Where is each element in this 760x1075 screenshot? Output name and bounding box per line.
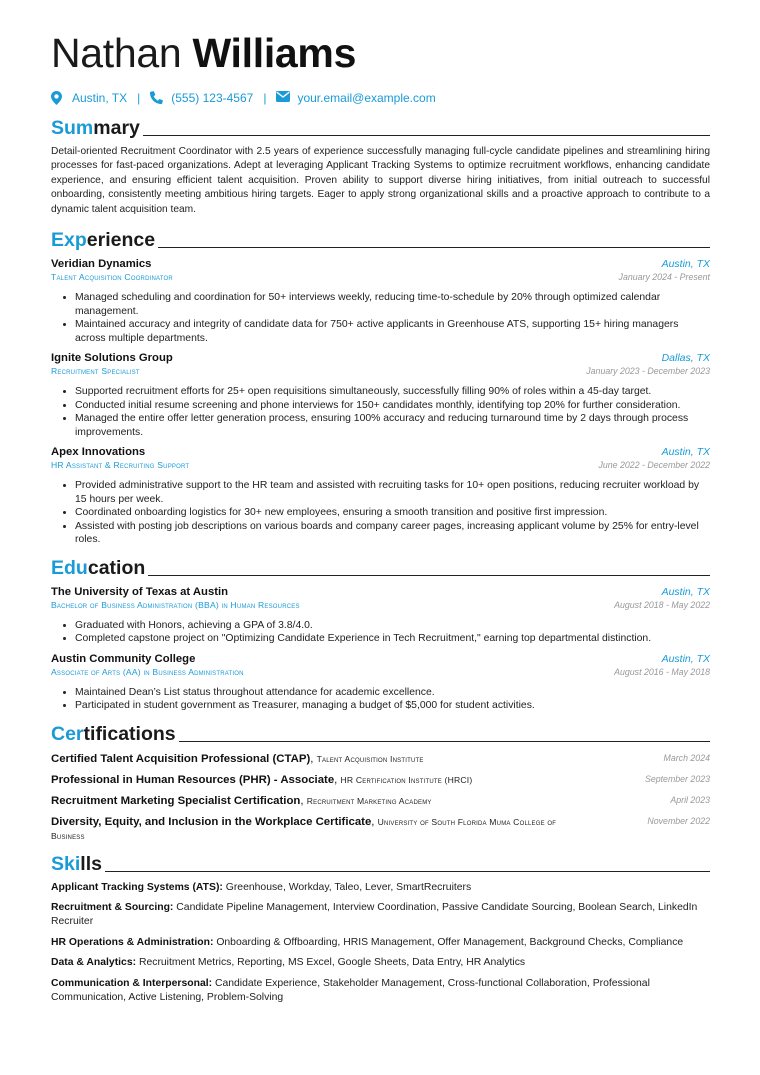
bullet-item: • Supported recruitment efforts for 25+ open requisitions simultaneously, successfully filling 90% of roles within a 45-day target. bbox=[75, 385, 710, 399]
experience-organization: Veridian Dynamics bbox=[51, 258, 152, 271]
phone-text[interactable]: (555) 123-4567 bbox=[171, 91, 254, 105]
map-pin-icon bbox=[51, 91, 65, 105]
skill-values: Candidate Experience, Stakeholder Management, Cross-functional Collaboration, Professional Communication, Active Listening, Problem-Solving bbox=[51, 977, 650, 1003]
experience-bullets bbox=[51, 385, 710, 439]
skill-row bbox=[51, 881, 710, 895]
contact-email[interactable] bbox=[276, 91, 435, 105]
summary-text: Detail-oriented Recruitment Coordinator with 2.5 years of experience successfully managing full-cycle candidate pipelines and streamlining hiring processes for fast-paced organizations. Adept at leveraging Applicant Tracking Systems to optimize recruitment workflows, enhancing candidate experience, and ensuring efficient talent acquisition. Proven ability to support diverse hiring initiatives, from initial outreach to successful onboarding, consistently meeting ambitious hiring targets. Eager to apply strong organizational skills and a proactive approach to contribute to a dynamic talent acquisition team. bbox=[51, 146, 710, 215]
certification-item bbox=[51, 773, 710, 787]
certification-name: Certified Talent Acquisition Professional (CTAP) bbox=[51, 752, 311, 765]
section-header-certifications bbox=[51, 721, 710, 745]
experience-dates: January 2024 - Present bbox=[618, 272, 710, 283]
section-title: Education bbox=[51, 556, 146, 579]
experience-location: Austin, TX bbox=[661, 258, 710, 271]
section-rule bbox=[158, 247, 710, 248]
experience-dates: June 2022 - December 2022 bbox=[598, 460, 710, 471]
contact-separator: | bbox=[137, 91, 141, 105]
skill-values: Greenhouse, Workday, Taleo, Lever, SmartRecruiters bbox=[225, 881, 472, 893]
experience-role: HR Assistant & Recruiting Support bbox=[51, 460, 190, 471]
section-header-experience bbox=[51, 227, 710, 251]
experience-bullets bbox=[51, 479, 710, 547]
education-role: Bachelor of Business Administration (BBA) in Human Resources bbox=[51, 599, 300, 610]
section-header-education bbox=[51, 555, 710, 579]
certification-date: April 2023 bbox=[670, 794, 710, 805]
certification-text: Recruitment Marketing Specialist Certification, Recruitment Marketing Academy bbox=[51, 794, 432, 807]
bullet-item: • Completed capstone project on "Optimizing Candidate Experience in Tech Recruitment," earning top departmental distinction. bbox=[75, 632, 710, 646]
certification-issuer: HR Certification Institute (HRCI) bbox=[340, 774, 473, 785]
section-title: Certifications bbox=[51, 722, 176, 745]
contact-line bbox=[51, 89, 710, 107]
education-entry bbox=[51, 653, 710, 713]
experience-location: Austin, TX bbox=[661, 446, 710, 459]
certification-issuer: Talent Acquisition Institute bbox=[316, 753, 424, 764]
skill-values: Onboarding & Offboarding, HRIS Management, Offer Management, Background Checks, Compliance bbox=[216, 936, 684, 948]
experience-dates: January 2023 - December 2023 bbox=[586, 366, 710, 377]
experience-role: Recruitment Specialist bbox=[51, 366, 140, 377]
section-rule bbox=[143, 135, 710, 136]
bullet-item: • Coordinated onboarding logistics for 30+ new employees, ensuring a smooth transition and positive first impression. bbox=[75, 506, 710, 520]
experience-location: Dallas, TX bbox=[661, 352, 710, 365]
section-header-summary bbox=[51, 115, 710, 139]
last-name: Williams bbox=[192, 30, 357, 76]
experience-list bbox=[51, 258, 710, 547]
candidate-name bbox=[51, 26, 710, 80]
skill-row bbox=[51, 956, 710, 970]
certification-name: Recruitment Marketing Specialist Certification bbox=[51, 794, 301, 807]
experience-role: Talent Acquisition Coordinator bbox=[51, 272, 173, 283]
education-location: Austin, TX bbox=[661, 652, 710, 665]
certification-item bbox=[51, 752, 710, 766]
education-bullets bbox=[51, 686, 710, 713]
skill-values: Candidate Pipeline Management, Interview Coordination, Passive Candidate Sourcing, Boolean Search, LinkedIn Recruiter bbox=[51, 901, 698, 928]
location-text: Austin, TX bbox=[72, 91, 128, 105]
skill-category: Applicant Tracking Systems (ATS): bbox=[51, 881, 223, 893]
certification-list bbox=[51, 752, 710, 843]
envelope-icon bbox=[276, 91, 290, 105]
education-organization: Austin Community College bbox=[51, 652, 196, 665]
first-name: Nathan bbox=[51, 30, 182, 76]
experience-entry bbox=[51, 446, 710, 547]
experience-bullets bbox=[51, 291, 710, 345]
skill-category: Recruitment & Sourcing: bbox=[51, 901, 174, 913]
bullet-item: • Conducted initial resume screening and phone interviews for 150+ candidates monthly, identifying top 20% for further consideration. bbox=[75, 399, 710, 413]
experience-entry bbox=[51, 352, 710, 439]
contact-phone[interactable] bbox=[150, 91, 253, 105]
section-title: Summary bbox=[51, 117, 140, 139]
education-dates: August 2018 - May 2022 bbox=[614, 599, 710, 610]
education-list bbox=[51, 586, 710, 713]
bullet-item: • Provided administrative support to the HR team and assisted with recruiting tasks for 10+ open positions, reducing recruiter workload by 15 hours per week. bbox=[75, 479, 710, 506]
certification-date: November 2022 bbox=[647, 815, 710, 826]
certification-item bbox=[51, 815, 710, 843]
bullet-item: • Maintained accuracy and integrity of candidate data for 750+ active applicants in Greenhouse ATS, supporting 15+ hiring managers across multiple departments. bbox=[75, 318, 710, 345]
section-header-skills bbox=[51, 851, 710, 875]
experience-entry bbox=[51, 258, 710, 345]
skill-row bbox=[51, 936, 710, 950]
education-bullets bbox=[51, 619, 710, 646]
certification-text: Certified Talent Acquisition Professional (CTAP), Talent Acquisition Institute bbox=[51, 752, 424, 765]
contact-location bbox=[51, 91, 127, 105]
section-title: Skills bbox=[51, 852, 102, 875]
skill-category: HR Operations & Administration: bbox=[51, 936, 214, 948]
certification-issuer: University of South Florida Muma College of Business bbox=[51, 816, 557, 841]
skill-category: Data & Analytics: bbox=[51, 957, 137, 969]
education-entry bbox=[51, 586, 710, 646]
section-rule bbox=[179, 741, 710, 742]
bullet-item: • Participated in student government as Treasurer, managing a budget of $5,000 for student activities. bbox=[75, 699, 710, 713]
education-location: Austin, TX bbox=[661, 585, 710, 598]
education-dates: August 2016 - May 2018 bbox=[614, 666, 710, 677]
section-rule bbox=[105, 871, 710, 872]
email-link[interactable]: your.email@example.com bbox=[297, 91, 436, 105]
certification-name: Professional in Human Resources (PHR) - Associate bbox=[51, 773, 335, 786]
certification-name: Diversity, Equity, and Inclusion in the Workplace Certificate bbox=[51, 815, 372, 828]
section-title: Experience bbox=[51, 229, 156, 252]
certification-date: September 2023 bbox=[644, 773, 710, 784]
certification-date: March 2024 bbox=[663, 752, 710, 763]
section-rule bbox=[148, 575, 710, 576]
contact-separator: | bbox=[263, 91, 267, 105]
experience-organization: Apex Innovations bbox=[51, 446, 146, 459]
experience-organization: Ignite Solutions Group bbox=[51, 352, 173, 365]
bullet-item: • Managed scheduling and coordination for 50+ interviews weekly, reducing time-to-schedule by 20% through optimized calendar management. bbox=[75, 291, 710, 318]
education-organization: The University of Texas at Austin bbox=[51, 585, 229, 598]
certification-issuer: Recruitment Marketing Academy bbox=[306, 795, 432, 806]
skill-category: Communication & Interpersonal: bbox=[51, 977, 213, 989]
certification-text: Diversity, Equity, and Inclusion in the Workplace Certificate, University of South Florida Muma College of Business bbox=[51, 815, 557, 841]
skill-values: Recruitment Metrics, Reporting, MS Excel, Google Sheets, Data Entry, HR Analytics bbox=[138, 957, 526, 969]
skill-row bbox=[51, 977, 710, 1006]
bullet-item: • Assisted with posting job descriptions on various boards and company career pages, increasing applicant volume by 25% for entry-level roles. bbox=[75, 520, 710, 547]
bullet-item: • Maintained Dean’s List status throughout attendance for academic excellence. bbox=[75, 686, 710, 700]
bullet-item: • Managed the entire offer letter generation process, ensuring 100% accuracy and reducing turnaround time by 2 days through process improvements. bbox=[75, 412, 710, 439]
bullet-item: • Graduated with Honors, achieving a GPA of 3.8/4.0. bbox=[75, 619, 710, 633]
certification-text: Professional in Human Resources (PHR) - Associate, HR Certification Institute (HRCI) bbox=[51, 773, 473, 786]
certification-item bbox=[51, 794, 710, 808]
phone-icon bbox=[150, 91, 164, 105]
skills-list bbox=[51, 881, 710, 1006]
skill-row bbox=[51, 901, 710, 930]
education-role: Associate of Arts (AA) in Business Administration bbox=[51, 666, 244, 677]
